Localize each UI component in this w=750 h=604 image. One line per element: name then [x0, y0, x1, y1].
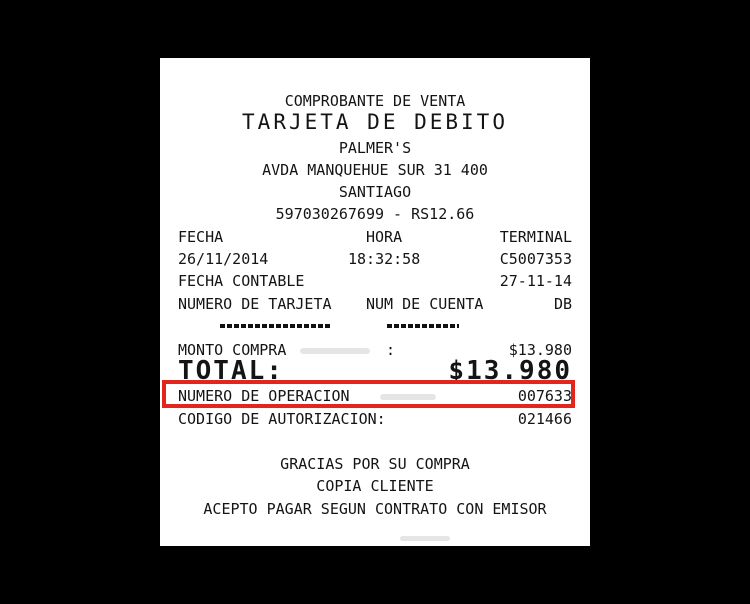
total-label: TOTAL:	[178, 356, 284, 386]
merchant-code: 597030267699 - RS12.66	[275, 205, 475, 223]
fecha-contable-value: 27-11-14	[499, 272, 572, 290]
monto-separator: :	[386, 341, 396, 359]
thanks-message: GRACIAS POR SU COMPRA	[280, 455, 470, 473]
total-value: $13.980	[448, 356, 572, 386]
operation-number-highlight	[162, 380, 575, 408]
hora-value: 18:32:58	[348, 250, 421, 268]
codigo-autorizacion-label: CODIGO DE AUTORIZACION:	[178, 410, 386, 428]
agreement-text: ACEPTO PAGAR SEGUN CONTRATO CON EMISOR	[203, 500, 547, 518]
account-type: DB	[553, 295, 572, 313]
merchant-name: PALMER'S	[338, 139, 412, 157]
copy-type: COPIA CLIENTE	[316, 477, 434, 495]
monto-compra-label: MONTO COMPRA	[178, 341, 287, 359]
numero-tarjeta-label: NUMERO DE TARJETA	[178, 295, 332, 313]
merchant-address: AVDA MANQUEHUE SUR 31 400	[262, 161, 488, 179]
masked-card-number	[220, 324, 332, 328]
merchant-city: SANTIAGO	[338, 183, 412, 201]
hora-label: HORA	[366, 228, 403, 246]
numero-operacion-value: 007633	[517, 387, 572, 405]
masked-account-number	[387, 324, 459, 328]
fecha-value: 26/11/2014	[178, 250, 269, 268]
document-type: COMPROBANTE DE VENTA	[284, 92, 466, 110]
sales-receipt	[160, 58, 590, 546]
codigo-autorizacion-value: 021466	[517, 410, 572, 428]
numero-operacion-label: NUMERO DE OPERACION	[178, 387, 350, 405]
print-smudge	[400, 536, 450, 541]
terminal-value: C5007353	[499, 250, 572, 268]
terminal-label: TERMINAL	[499, 228, 572, 246]
num-cuenta-label: NUM DE CUENTA	[366, 295, 484, 313]
print-smudge	[300, 348, 370, 354]
card-type-title: TARJETA DE DEBITO	[242, 110, 508, 134]
fecha-label: FECHA	[178, 228, 224, 246]
fecha-contable-label: FECHA CONTABLE	[178, 272, 305, 290]
monto-compra-value: $13.980	[508, 341, 572, 359]
